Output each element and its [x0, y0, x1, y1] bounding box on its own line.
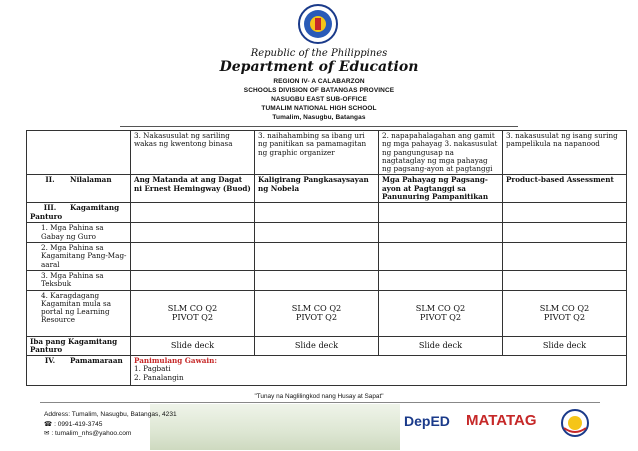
panimulang-gawain-heading: Panimulang Gawain: — [134, 356, 218, 366]
mail-icon: ✉ — [44, 430, 50, 437]
phone-icon: ☎ — [44, 421, 53, 428]
division-line: SCHOOLS DIVISION OF BATANGAS PROVINCE — [243, 87, 395, 94]
school-address: Tumalim, Nasugbu, Batangas — [272, 114, 366, 121]
objective-cell-2: 3. naihahambing sa ibang uri ng panitikan sa pamamagitan ng graphic organizer — [255, 131, 379, 175]
address-line: Address: Tumalim, Nasugbu, Batangas, 4231 — [44, 411, 177, 418]
slide-deck-cell: Slide deck — [503, 336, 627, 356]
slide-deck-cell: Slide deck — [255, 336, 379, 356]
deped-seal-icon — [298, 4, 338, 44]
item-gabay: 1. Mga Pahina sa Gabay ng Guro — [27, 223, 131, 243]
nilalaman-cell-3: Mga Pahayag ng Pagsang-ayon at Pagtanggi sa Panunuring Pampanitikan — [379, 175, 503, 203]
nilalaman-cell-4: Product-based Assessment — [503, 175, 627, 203]
slm-cell: SLM CO Q2 PIVOT Q2 — [379, 290, 503, 336]
school-name: TUMALIM NATIONAL HIGH SCHOOL — [261, 105, 377, 112]
objective-cell-3: 2. napapahalagahan ang gamit ng mga pahayag 3. nakasusulat ng pangungusap na nagtataglay ng mga pahayag ng pagsang-ayon at pagtanggi — [379, 131, 503, 175]
table-row — [27, 175, 627, 203]
pamamaraan-label: IV. Pamamaraan — [27, 356, 131, 386]
table-row — [27, 270, 627, 290]
lesson-plan-table — [26, 130, 627, 386]
pamamaraan-content — [131, 356, 627, 386]
header-divider — [120, 126, 518, 127]
deped-logo: DepED — [404, 413, 450, 429]
step-pagbati: 1. Pagbati — [134, 364, 171, 374]
phone-line: ☎ : 0991-419-3745 — [44, 421, 103, 428]
iba-pang-kagamitan-label: Iba pang Kagamitang Panturo — [27, 336, 131, 356]
suboffice-line: NASUGBU EAST SUB-OFFICE — [271, 96, 367, 103]
slm-cell: SLM CO Q2 PIVOT Q2 — [131, 290, 255, 336]
item-karagdagang: 4. Karagdagang Kagamitan mula sa portal ng Learning Resource — [27, 290, 131, 336]
table-row — [27, 290, 627, 336]
republic-line: Republic of the Philippines — [250, 48, 388, 59]
objective-cell-1: 3. Nakasusulat ng sariling wakas ng kwentong binasa — [131, 131, 255, 175]
bagong-pilipinas-logo-icon — [560, 408, 590, 438]
step-panalangin: 2. Panalangin — [134, 372, 184, 382]
nilalaman-cell-1: Ang Matanda at ang Dagat ni Ernest Hemingway (Buod) — [131, 175, 255, 203]
landscape-banner — [150, 404, 400, 450]
department-title: Department of Education — [219, 59, 419, 75]
kagamitan-label: III. Kagamitang Panturo — [27, 203, 131, 223]
slide-deck-cell: Slide deck — [131, 336, 255, 356]
table-row — [27, 131, 627, 175]
footer — [0, 392, 638, 451]
letterhead — [0, 0, 638, 130]
item-kagamitang: 2. Mga Pahina sa Kagamitang Pang-Mag-aaral — [27, 242, 131, 270]
slm-cell: SLM CO Q2 PIVOT Q2 — [255, 290, 379, 336]
region-line: REGION IV- A CALABARZON — [273, 78, 365, 85]
table-row — [27, 203, 627, 223]
footer-divider — [40, 402, 600, 403]
nilalaman-cell-2: Kaligirang Pangkasaysayan ng Nobela — [255, 175, 379, 203]
slide-deck-cell: Slide deck — [379, 336, 503, 356]
objective-cell-4: 3. nakasusulat ng isang suring pampelikula na napanood — [503, 131, 627, 175]
table-row — [27, 336, 627, 356]
email-line: ✉ : tumalim_nhs@yahoo.com — [44, 430, 132, 437]
table-row — [27, 356, 627, 386]
table-row — [27, 242, 627, 270]
table-row — [27, 223, 627, 243]
motto: "Tunay na Naglilingkod nang Husay at Sapat" — [254, 393, 384, 400]
slm-cell: SLM CO Q2 PIVOT Q2 — [503, 290, 627, 336]
matatag-logo: MATATAG — [466, 412, 537, 429]
nilalaman-label: II. Nilalaman — [27, 175, 131, 203]
empty-cell — [27, 131, 131, 175]
item-teksbuk: 3. Mga Pahina sa Teksbuk — [27, 270, 131, 290]
